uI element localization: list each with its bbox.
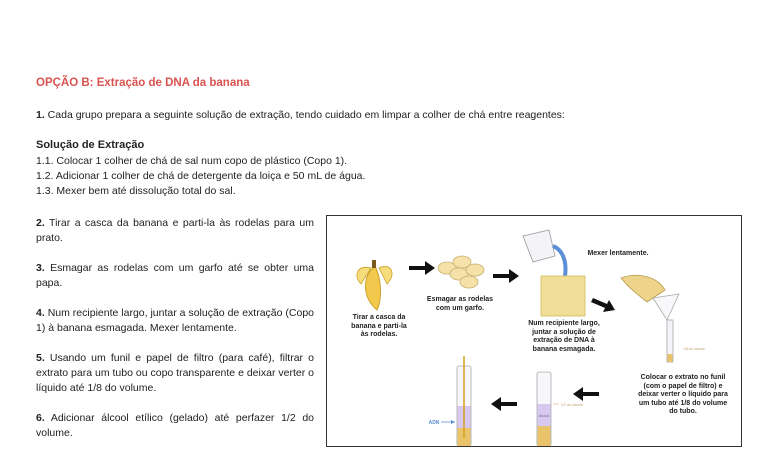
tube-dna-icon: [441, 356, 471, 446]
arrow-icon: [491, 397, 517, 411]
svg-text:1/8 do volume: 1/8 do volume: [683, 347, 705, 351]
step-2: 2. Tirar a casca da banana e parti-la às rodelas para um prato.: [36, 217, 314, 244]
caption-filter: Colocar o extrato no funil (com o papel de filtro) e deixar verter o líquido para um tubo até 1/8 do volume do tubo.: [638, 374, 728, 415]
pouring-cup-icon: [523, 230, 566, 276]
step-6: 6. Adicionar álcool etílico (gelado) até perfazer 1/2 do volume.: [36, 412, 314, 439]
svg-text:1/2 do volume: 1/2 do volume: [561, 403, 583, 407]
banana-slices-icon: [438, 256, 484, 288]
caption-banana: Tirar a casca da banana e parti-la às rodelas.: [351, 314, 407, 338]
procedure-figure: [326, 215, 742, 447]
arrow-icon: [591, 298, 615, 312]
mashed-banana-image: [541, 276, 585, 316]
intro-paragraph: [36, 109, 776, 121]
solution-item: 1.2. Adicionar 1 colher de chá de detergente da loiça e 50 mL de água.: [36, 170, 366, 182]
tube-alcohol-icon: [537, 372, 583, 446]
caption-mash: Esmagar as rodelas com um garfo.: [426, 296, 494, 312]
arrow-icon: [493, 269, 519, 283]
step-5: 5. Usando um funil e papel de filtro (para café), filtrar o extrato para um tubo ou copo transparente e deixar verter o líquido até 1/8 do volume.: [36, 352, 314, 394]
solution-list: [36, 154, 365, 199]
solution-item: 1.1. Colocar 1 colher de chá de sal num copo de plástico (Copo 1).: [36, 155, 348, 167]
steps-list: [36, 216, 314, 456]
intro-number: 1.: [36, 109, 45, 121]
caption-mix: Mexer lentamente.: [587, 250, 649, 257]
step-4: 4. Num recipiente largo, juntar a solução de extração (Copo 1) à banana esmagada. Mexer lentamente.: [36, 307, 314, 334]
caption-bowl: Num recipiente largo, juntar a solução de extração de DNA à banana esmagada.: [528, 320, 600, 353]
arrow-icon: [409, 261, 435, 275]
step-3: 3. Esmagar as rodelas com um garfo até se obter uma papa.: [36, 262, 314, 289]
label-alcool: álcool: [538, 413, 550, 418]
intro-text: Cada grupo prepara a seguinte solução de extração, tendo cuidado em limpar a colher de chá entre reagentes:: [44, 109, 565, 121]
funnel-icon: [621, 275, 705, 362]
banana-icon: [357, 260, 392, 310]
section-heading: OPÇÃO B: Extração de DNA da banana: [36, 77, 250, 89]
solution-item: 1.3. Mexer bem até dissolução total do sal.: [36, 185, 236, 197]
arrow-icon: [573, 387, 599, 401]
label-adn: ADN: [428, 420, 440, 426]
solution-title: Solução de Extração: [36, 139, 145, 151]
